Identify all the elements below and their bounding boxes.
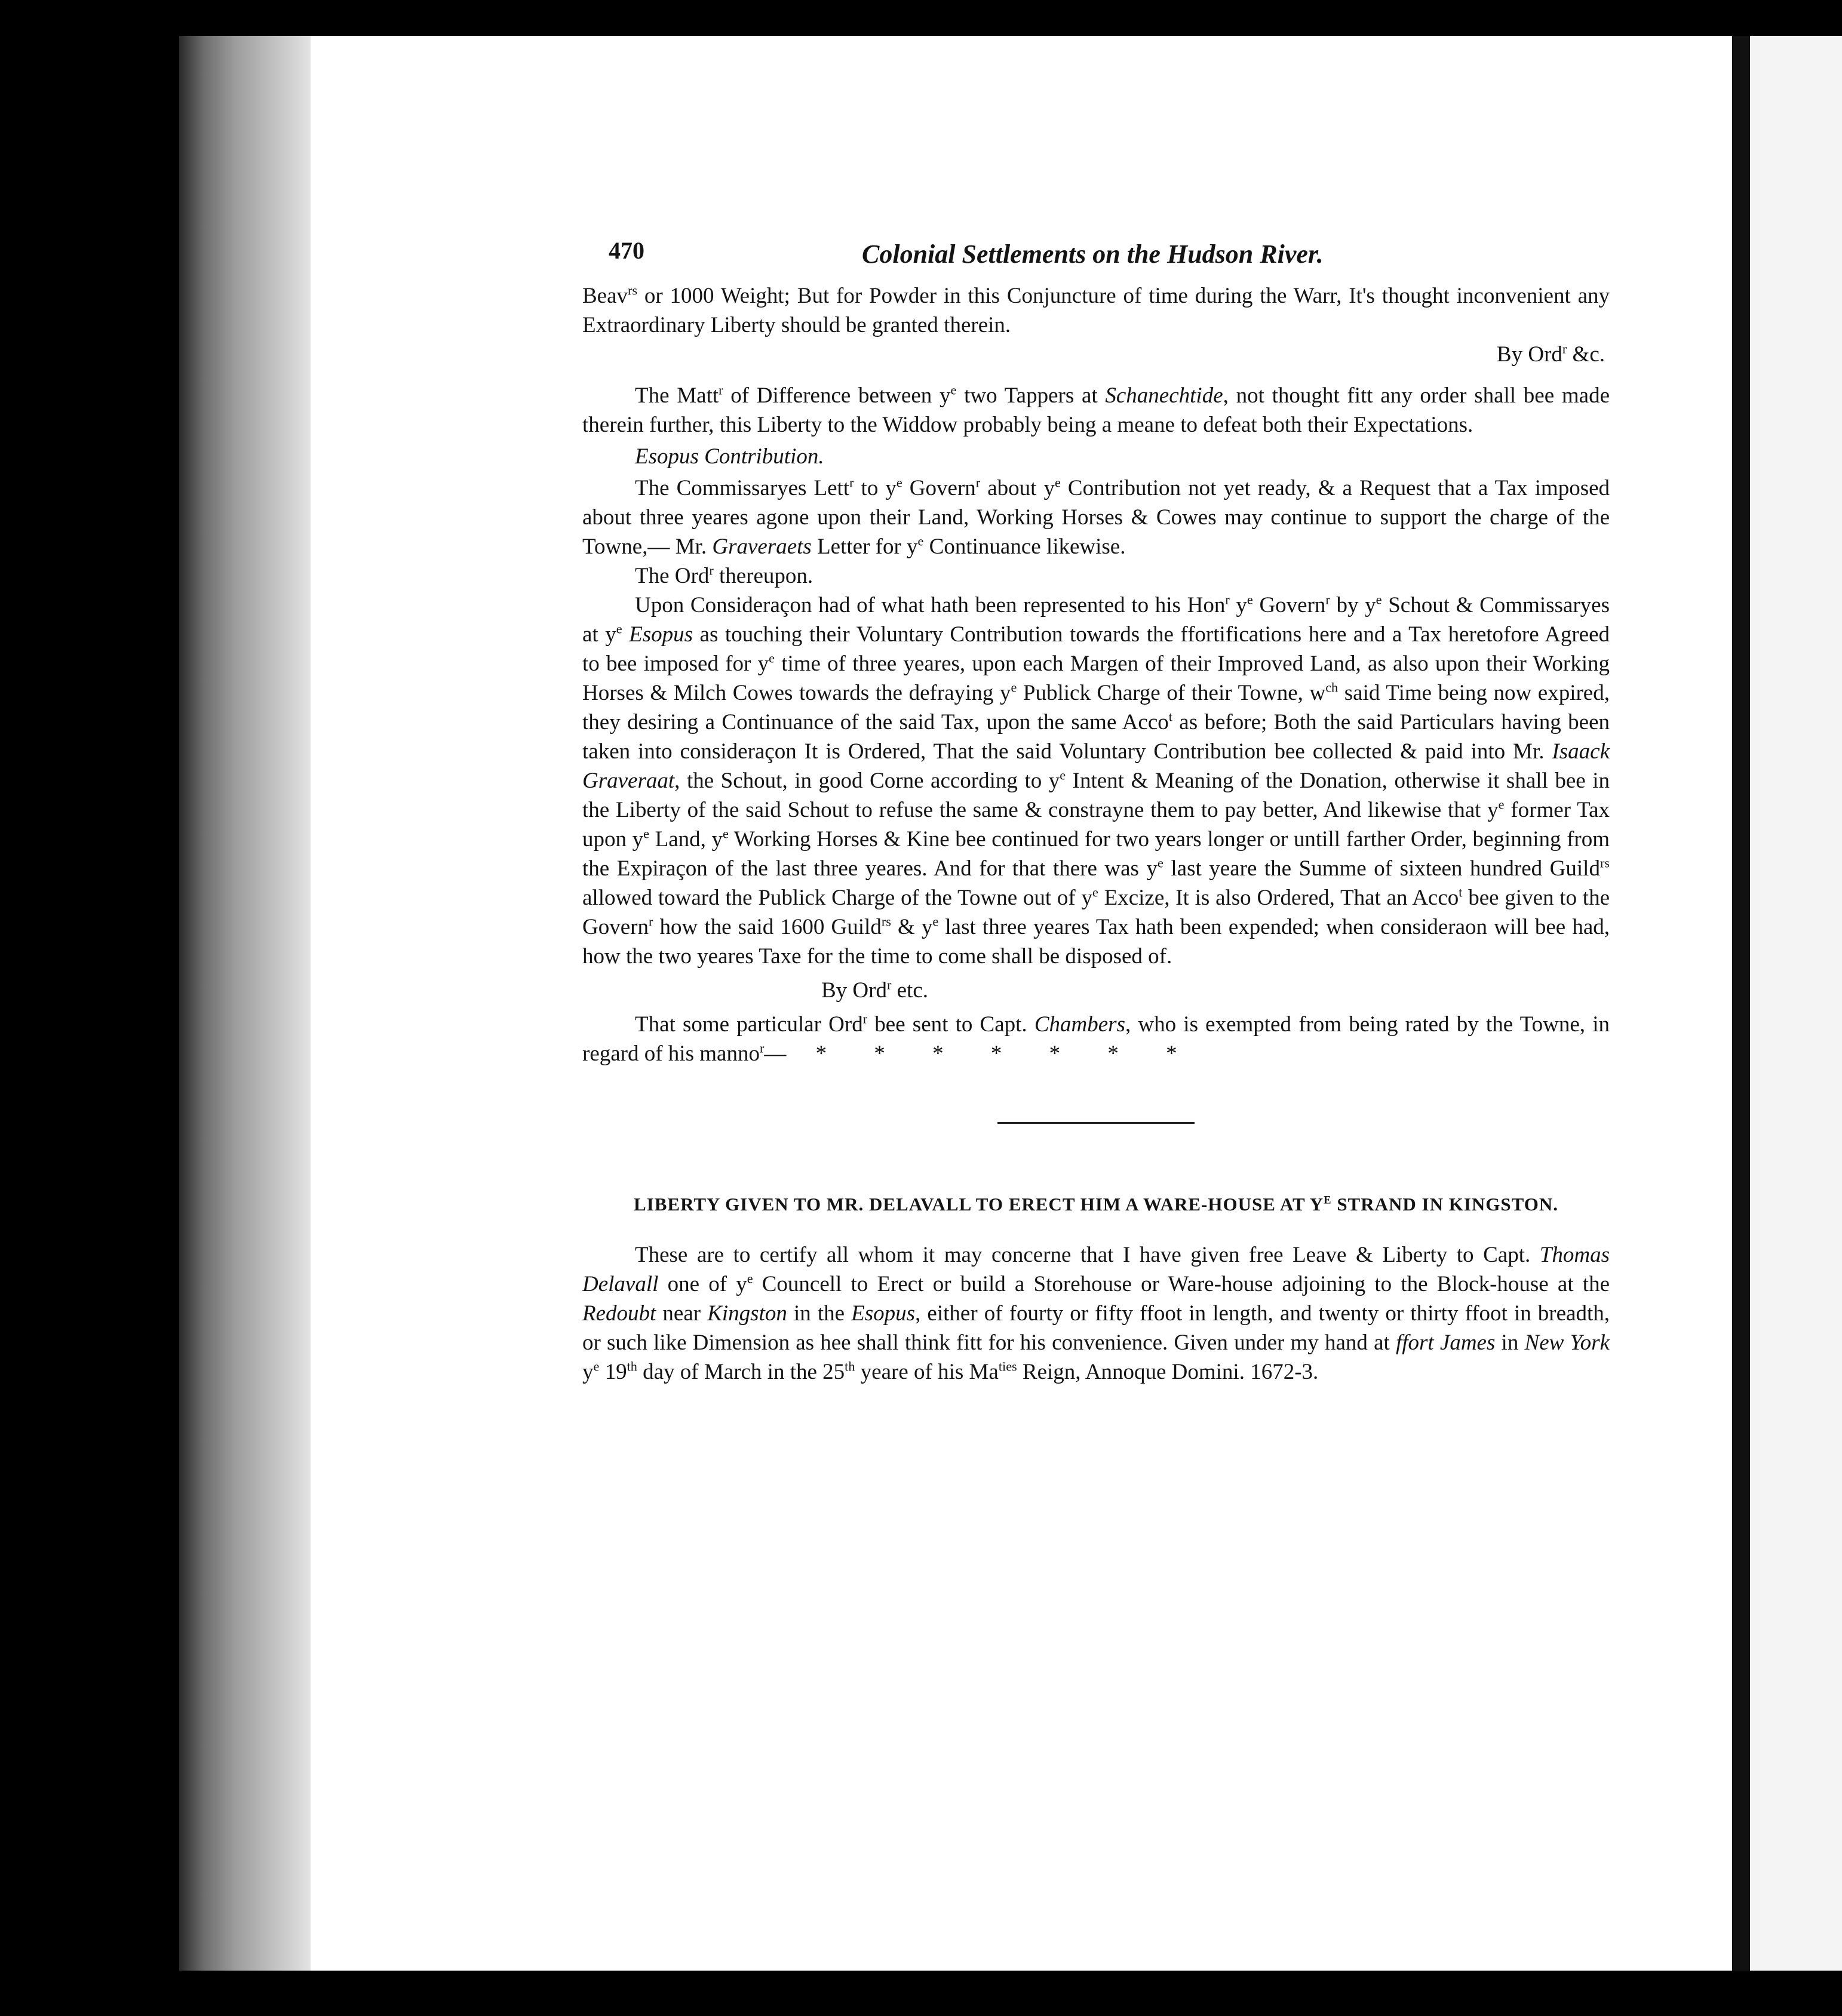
signature-by-order-etc: By Ord$^r$ etc. [821, 977, 928, 1003]
gutter-strip [1732, 36, 1750, 1971]
page-content [582, 236, 1610, 1387]
spacer [582, 369, 1610, 381]
facing-page-edge [1750, 36, 1842, 1971]
paragraph-order-thereupon: The Ord$^r$ thereupon. [635, 563, 813, 588]
paragraph-beavers: Beav$^{rs}$ or 1000 Weight; But for Powder in this Conjuncture of time during the Warr, It's thought inconvenient any Extraordinary Liberty should be granted therein. [582, 282, 1610, 337]
chambers-text: That some particular Ord$^r$ bee sent to Capt. Chambers, who is exempted from being rated by the Towne, in regard of his manno$^r$— [582, 1011, 1610, 1066]
scan-border-left [0, 0, 197, 2016]
page-header [582, 236, 1610, 278]
paragraph-certificate: These are to certify all whom it may concerne that I have given free Leave & Liberty to Capt. Thomas Delavall one of $y^e$ Councell to Erect or build a Storehouse or Ware-house adjoining to the Block-house at the Redoubt near Kingston in the Esopus, either of fourty or fifty ffoot in length, and twenty or thirty ffoot in breadth, or such like Dimension as hee shall think fitt for his convenience. Given under my hand at ffort James in New York $y^e$ 19th day of March in the 25th yeare of his $Ma^{ties}$ Reign, Annoque Domini. 1672-3. [582, 1243, 1610, 1384]
paragraph-chambers [582, 1010, 1610, 1068]
page-number: 470 [609, 237, 644, 264]
paragraph-commissaryes: The Commissaryes Lett$^r$ to $y^e$ Govern$^r$ about $y^e$ Contribution not yet ready, & a Request that a Tax imposed about three yeares agone upon their Land, Working Horses & Cowes may continue to support the charge of the Towne,— Mr. Graveraets Letter for $y^e$ Continuance likewise. [582, 475, 1610, 559]
section-divider [997, 1122, 1195, 1124]
book-page-edge [179, 36, 317, 1971]
signature-by-order: By Ord$^r$ &c. [1496, 341, 1605, 367]
paragraph-tappers: The Matt$^r$ of Difference between $y^e$ two Tappers at Schanechtide, not thought fitt any order shall bee made therein further, this Liberty to the Widdow probably being a meane to defeat both their Expectations. [582, 382, 1610, 437]
running-title: Colonial Settlements on the Hudson River. [862, 239, 1324, 269]
paragraph-consideration: Upon Consideraçon had of what hath been represented to his Hon$^r$ $y^e$ Govern$^r$ by $y^e$ Schout & Commissaryes at $y^e$ Esopus as touching their Voluntary Contribution towards the ffortifications here and a Tax heretofore Agreed to bee imposed for $y^e$ time of three yeares, upon each Margen of their Improved Land, as also upon their Working Horses & Milch Cowes towards the defraying $y^e$ Publick Charge of their Towne, $w^{ch}$ said Time being now expired, they desiring a Continuance of the said Tax, upon the same Acco$^t$ as before; Both the said Particulars having been taken into consideraçon It is Ordered, That the said Voluntary Contribution bee collected & paid into Mr. Isaack Graveraat, the Schout, in good Corne according to $y^e$ Intent & Meaning of the Donation, otherwise it shall bee in the Liberty of the said Schout to refuse the same & constrayne them to pay better, And likewise that $y^e$ former Tax upon $y^e$ Land, $y^e$ Working Horses & Kine bee continued for two years longer or untill farther Order, beginning from the Expiraçon of the last three yeares. And for that there was $y^e$ last yeare the Summe of sixteen hundred Guild$^{rs}$ allowed toward the Publick Charge of the Towne out of $y^e$ Excize, It is also Ordered, That an Acco$^t$ bee given to the Govern$^r$ how the said 1600 Guild$^{rs}$ & $y^e$ last three yeares Tax hath been expended; when consideraon will bee had, how the two yeares Taxe for the time to come shall be disposed of. [582, 592, 1610, 969]
omission-stars: * * * * * * * [815, 1041, 1177, 1066]
document-title: LIBERTY GIVEN TO MR. DELAVALL TO ERECT HIM A WARE-HOUSE AT $Y^E$ STRAND IN KINGSTON. [633, 1194, 1559, 1215]
section-subheading: Esopus Contribution. [635, 444, 824, 469]
